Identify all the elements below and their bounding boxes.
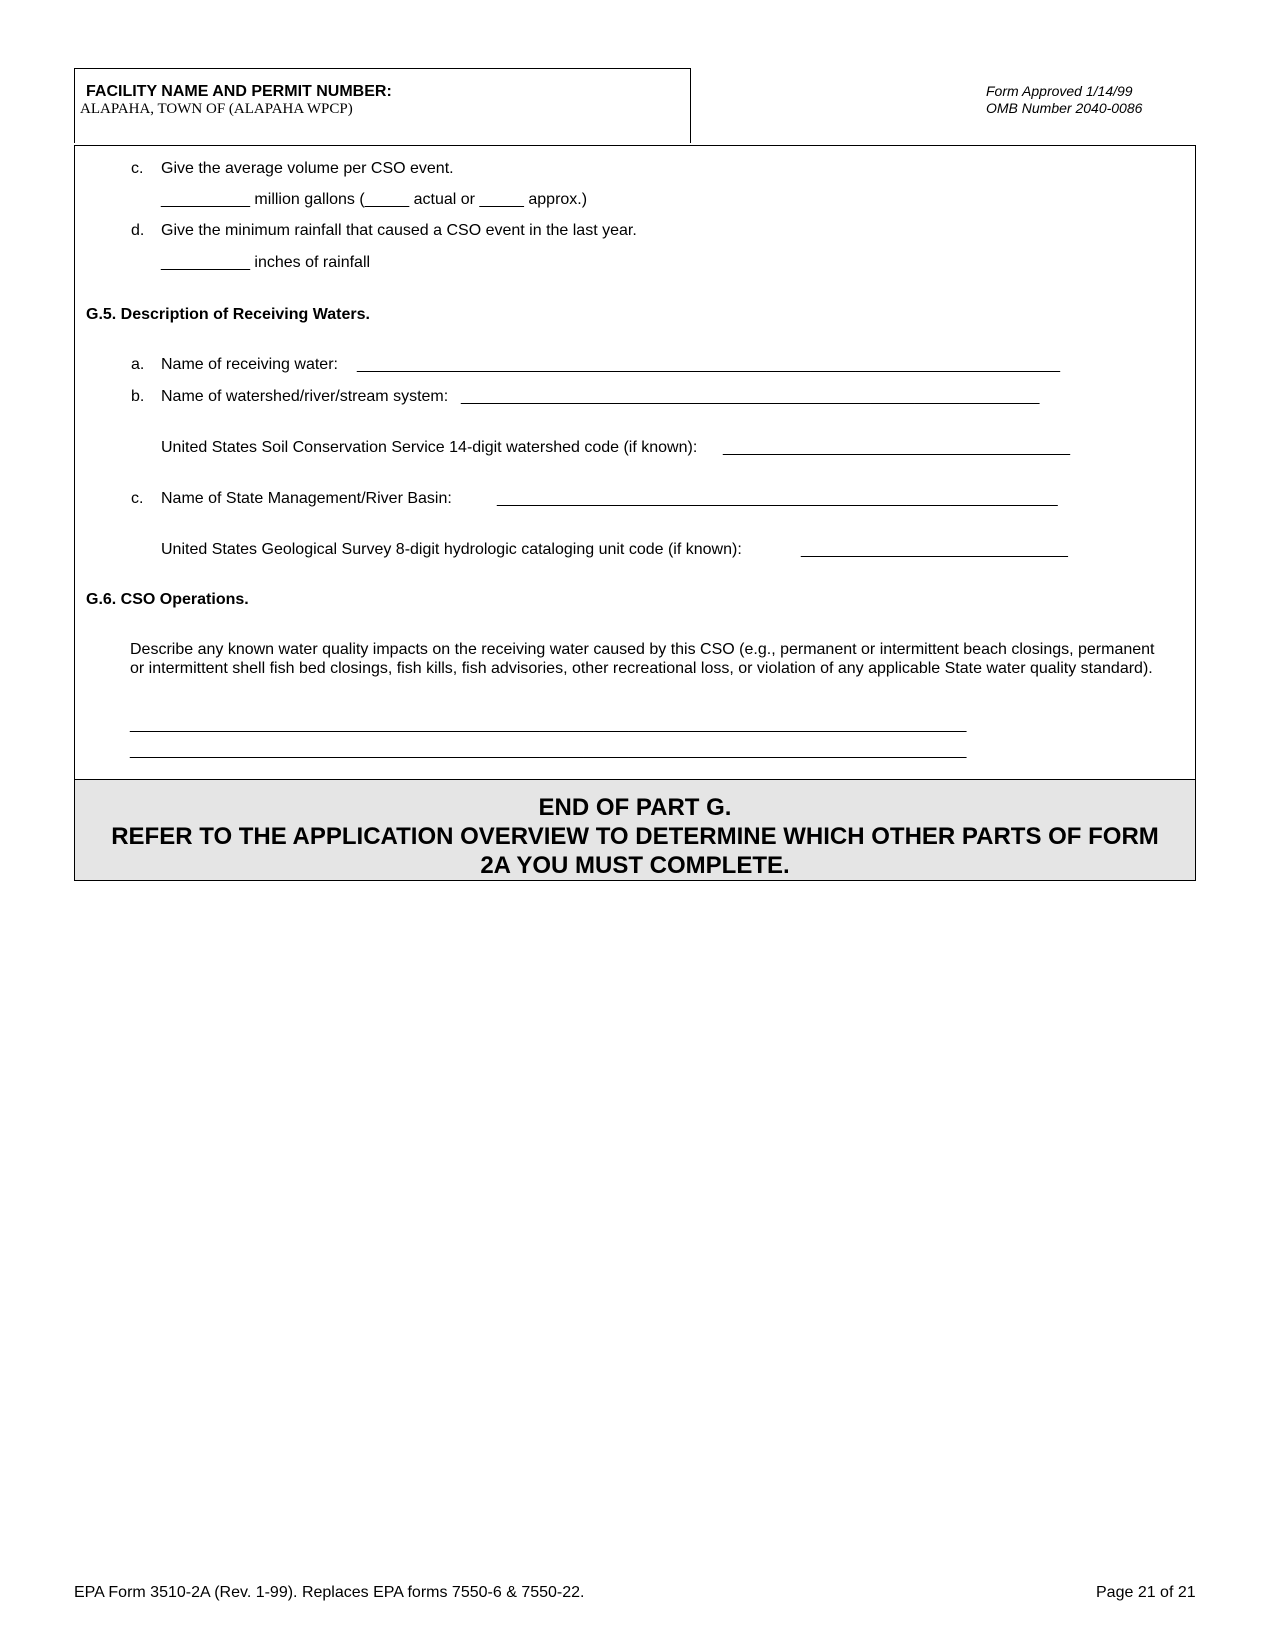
water-quality-impacts-line-2[interactable]: ______________________________________________________________________________________________ xyxy=(130,742,967,759)
item-d-letter: d. xyxy=(131,222,145,239)
scs-watershed-code-label: United States Soil Conservation Service 14-digit watershed code (if known): xyxy=(161,439,698,456)
facility-name-label: FACILITY NAME AND PERMIT NUMBER: xyxy=(86,83,392,100)
state-river-basin-field[interactable]: _______________________________________________________________ xyxy=(497,490,1058,507)
form-approval-info xyxy=(986,83,1142,117)
item-c-letter-g5: c. xyxy=(131,490,144,507)
end-of-part-banner xyxy=(74,779,1196,881)
omb-number: OMB Number 2040-0086 xyxy=(986,100,1143,116)
min-rainfall-answer-field[interactable]: __________ inches of rainfall xyxy=(161,254,371,271)
receiving-water-field[interactable]: _______________________________________________________________________________ xyxy=(357,356,1060,373)
end-of-part-title: END OF PART G. xyxy=(538,794,732,821)
usgs-unit-code-field[interactable]: ______________________________ xyxy=(801,541,1068,558)
footer-page-number: Page 21 of 21 xyxy=(1096,1584,1196,1601)
footer-form-id: EPA Form 3510-2A (Rev. 1-99). Replaces EPA forms 7550-6 & 7550-22. xyxy=(74,1584,585,1601)
water-quality-impacts-instructions: Describe any known water quality impacts on the receiving water caused by this CSO (e.g., permanent or intermittent beach closings, permanent or intermittent shell fish bed closings, fish kills, fish advisories, other recreational loss, or violation of any applicable State water quality standard). xyxy=(130,641,1155,677)
section-g5-heading: G.5. Description of Receiving Waters. xyxy=(86,306,370,323)
item-b-letter: b. xyxy=(131,388,145,405)
avg-volume-answer-field[interactable]: __________ million gallons (_____ actual or _____ approx.) xyxy=(161,191,588,208)
water-quality-impacts-line-1[interactable]: ______________________________________________________________________________________________ xyxy=(130,716,967,733)
facility-name-value: ALAPAHA, TOWN OF (ALAPAHA WPCP) xyxy=(80,101,353,117)
watershed-system-field[interactable]: _________________________________________________________________ xyxy=(461,388,1040,405)
min-rainfall-question: Give the minimum rainfall that caused a CSO event in the last year. xyxy=(161,222,637,239)
form-approved-date: Form Approved 1/14/99 xyxy=(986,83,1133,99)
end-of-part-instruction-1: REFER TO THE APPLICATION OVERVIEW TO DETERMINE WHICH OTHER PARTS OF FORM xyxy=(111,823,1159,850)
scs-watershed-code-field[interactable]: _______________________________________ xyxy=(723,439,1071,456)
section-g6-heading: G.6. CSO Operations. xyxy=(86,591,249,608)
avg-volume-question: Give the average volume per CSO event. xyxy=(161,160,454,177)
item-c-letter: c. xyxy=(131,160,144,177)
watershed-system-label: Name of watershed/river/stream system: xyxy=(161,388,449,405)
item-a-letter: a. xyxy=(131,356,145,373)
usgs-unit-code-label: United States Geological Survey 8-digit hydrologic cataloging unit code (if known): xyxy=(161,541,742,558)
state-river-basin-label: Name of State Management/River Basin: xyxy=(161,490,452,507)
end-of-part-instruction-2: 2A YOU MUST COMPLETE. xyxy=(480,852,790,879)
receiving-water-label: Name of receiving water: xyxy=(161,356,338,373)
